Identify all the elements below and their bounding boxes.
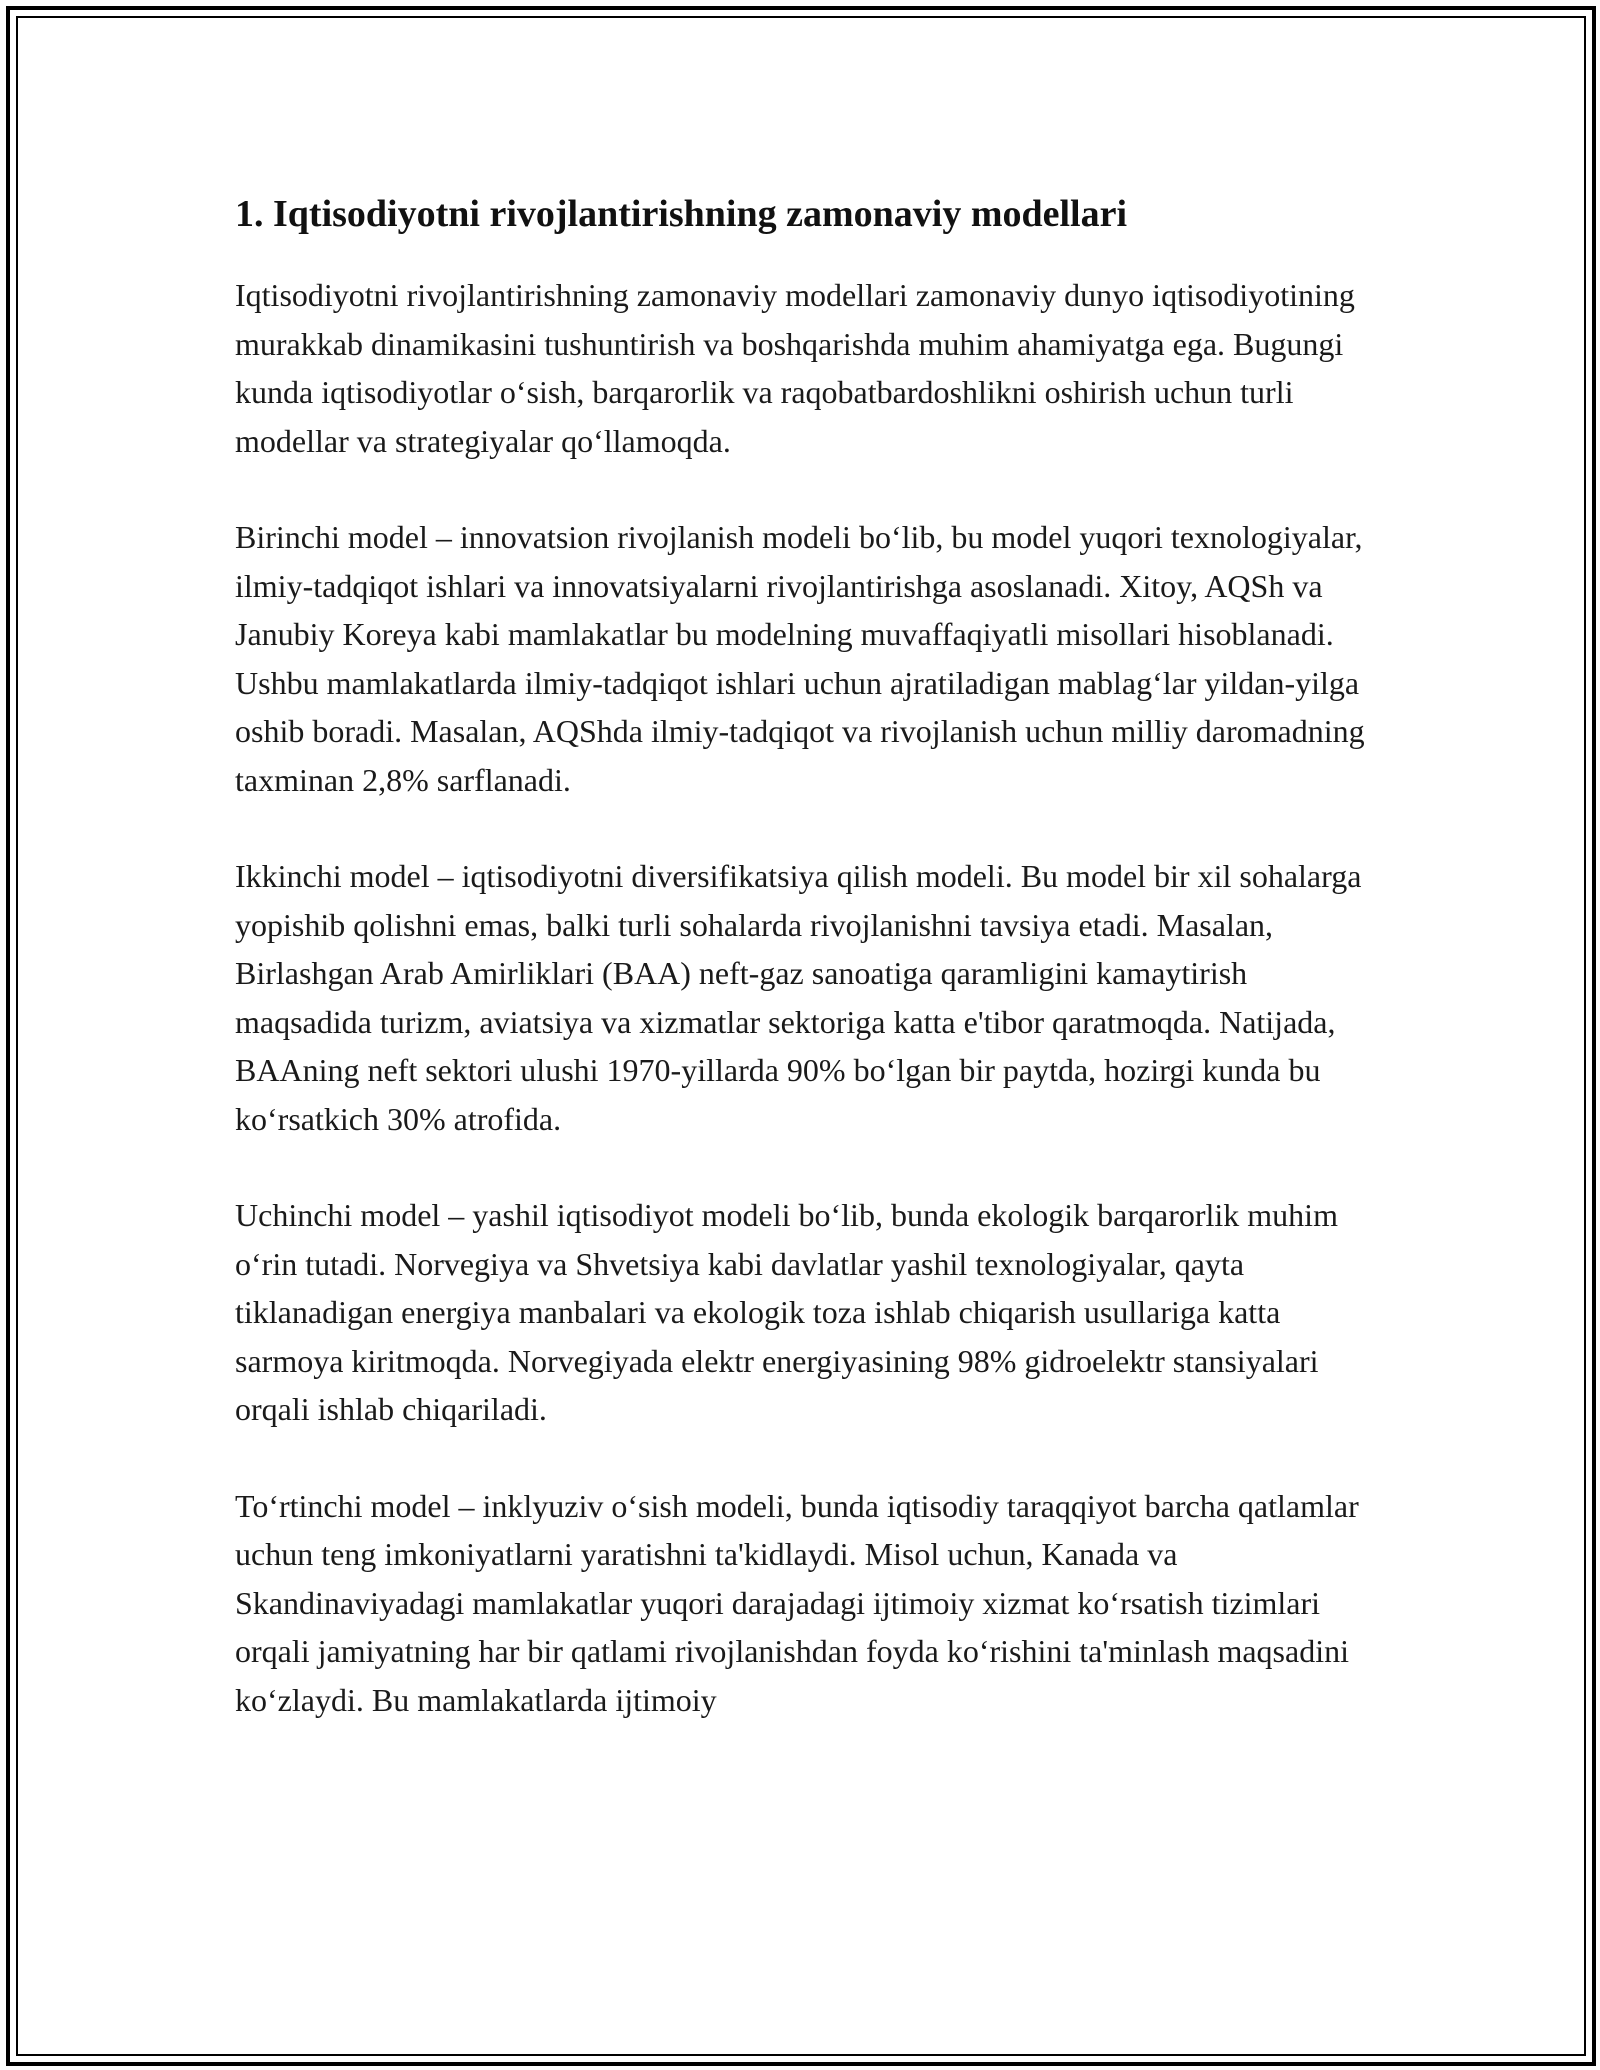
paragraph-intro: Iqtisodiyotni rivojlantirishning zamonaviy modellari zamonaviy dunyo iqtisodiyotining murakkab dinamikasini tushuntirish va boshqarishda muhim ahamiyatga ega. Bugungi kunda iqtisodiyotlar o‘sish, barqarorlik va raqobatbardoshlikni oshirish uchun turli modellar va strategiyalar qo‘llamoqda. — [235, 277, 1355, 459]
paragraph-fourth-model: To‘rtinchi model – inklyuziv o‘sish modeli, bunda iqtisodiy taraqqiyot barcha qatlamlar uchun teng imkoniyatlarni yaratishni ta'kidlaydi. Misol uchun, Kanada va Skandinaviyadagi mamlakatlar yuqori darajadagi ijtimoiy xizmat ko‘rsatish tizimlari orqali jamiyatning har bir qatlami rivojlanishdan foyda ko‘rishini ta'minlash maqsadini ko‘zlaydi. Bu mamlakatlarda ijtimoiy — [235, 1487, 1359, 1718]
paragraph-third-model: Uchinchi model – yashil iqtisodiyot modeli bo‘lib, bunda ekologik barqarorlik muhim o‘rin tutadi. Norvegiya va Shvetsiya kabi davlatlar yashil texnologiyalar, qayta tiklanadigan energiya manbalari va ekologik toza ishlab chiqarish usullariga katta sarmoya kiritmoqda. Norvegiyada elektr energiyasining 98% gidroelektr stansiyalari orqali ishlab chiqariladi. — [235, 1197, 1338, 1427]
document-body — [235, 185, 1375, 1772]
paragraph-first-model: Birinchi model – innovatsion rivojlanish modeli bo‘lib, bu model yuqori texnologiyalar, ilmiy-tadqiqot ishlari va innovatsiyalarni rivojlantirishga asoslanadi. Xitoy, AQSh va Janubiy Koreya kabi mamlakatlar bu modelning muvaffaqiyatli misollari hisoblanadi. Ushbu mamlakatlarda ilmiy-tadqiqot ishlari uchun ajratiladigan mablag‘lar yildan-yilga oshib boradi. Masalan, AQShda ilmiy-tadqiqot va rivojlanish uchun milliy daromadning taxminan 2,8% sarflanadi. — [235, 519, 1365, 798]
section-heading: 1. Iqtisodiyotni rivojlantirishning zamonaviy modellari — [235, 193, 1128, 235]
paragraph-second-model: Ikkinchi model – iqtisodiyotni diversifikatsiya qilish modeli. Bu model bir xil sohalarga yopishib qolishni emas, balki turli sohalarda rivojlanishni tavsiya etadi. Masalan, Birlashgan Arab Amirliklari (BAA) neft-gaz sanoatiga qaramligini kamaytirish maqsadida turizm, aviatsiya va xizmatlar sektoriga katta e'tibor qaratmoqda. Natijada, BAAning neft sektori ulushi 1970-yillarda 90% bo‘lgan bir paytda, hozirgi kunda bu ko‘rsatkich 30% atrofida. — [235, 858, 1362, 1137]
